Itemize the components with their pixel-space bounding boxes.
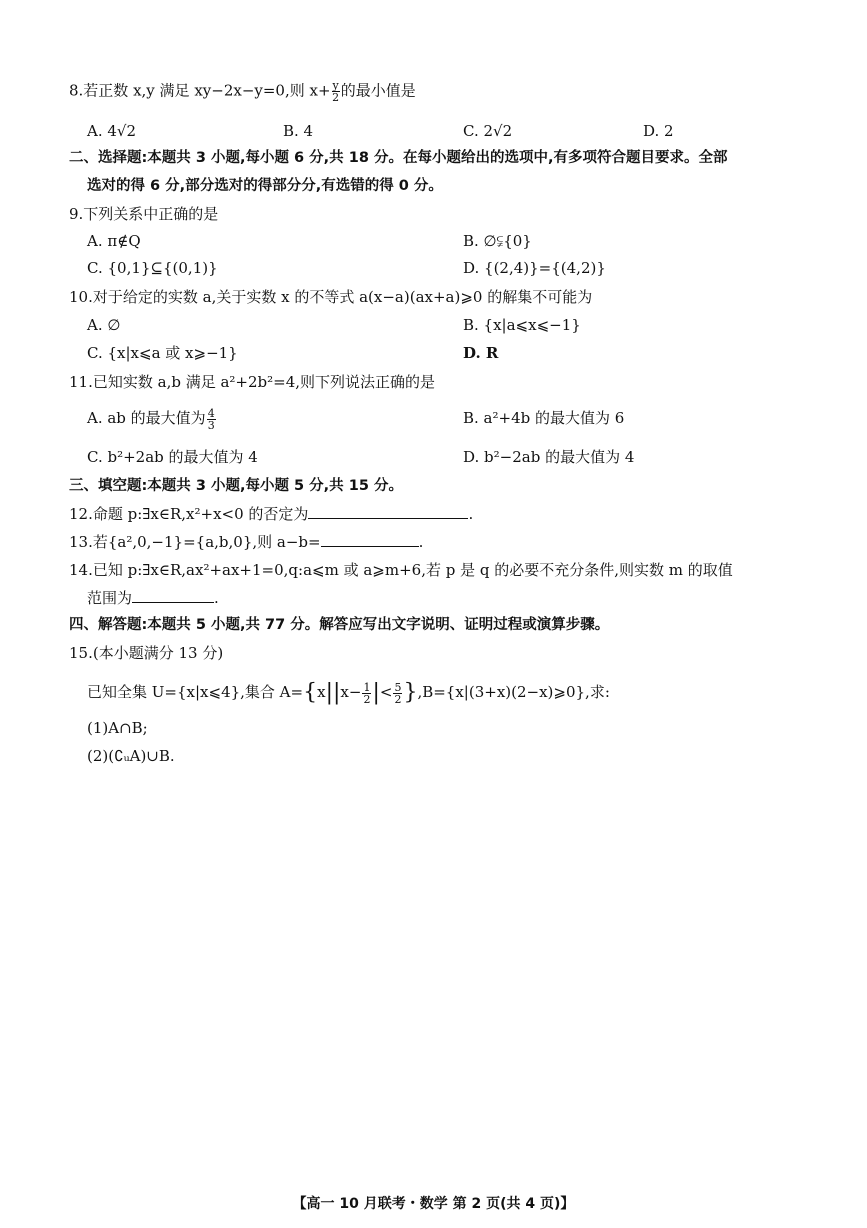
section3-heading: 三、填空题:本题共 3 小题,每小题 5 分,共 15 分。 <box>69 478 403 494</box>
q8-stem-b: 的最小值是 <box>340 81 416 100</box>
q8-option-c: C. 2√2 <box>463 122 513 140</box>
q15-fraction-five-halves: $\frac{5}{2}$ <box>394 680 402 706</box>
q14-line2: 范围为 . <box>87 589 219 607</box>
q8-option-d: D. 2 <box>643 122 674 140</box>
q13-text: 13.若{a²,0,−1}={a,b,0},则 a−b= <box>69 533 321 551</box>
q15-part2: (2)(∁ᵤA)∪B. <box>87 747 175 765</box>
q11-stem: 11.已知实数 a,b 满足 a²+2b²=4,则下列说法正确的是 <box>69 373 436 391</box>
q8-option-b: B. 4 <box>283 122 314 140</box>
q9-option-a: A. π∉Q <box>87 232 141 250</box>
q13-line: 13.若{a²,0,−1}={a,b,0},则 a−b= . <box>69 533 424 551</box>
q13-answer-blank[interactable] <box>321 532 419 547</box>
q14-answer-blank[interactable] <box>132 588 214 603</box>
section2-heading-line1: 二、选择题:本题共 3 小题,每小题 6 分,共 18 分。在每小题给出的选项中,有多项符合题目要求。全部 <box>69 150 728 166</box>
q11-option-c: C. b²+2ab 的最大值为 4 <box>87 448 258 466</box>
section4-heading: 四、解答题:本题共 5 小题,共 77 分。解答应写出文字说明、证明过程或演算步骤。 <box>69 617 610 633</box>
q8-stem <box>69 80 416 103</box>
page-footer: 【高一 10 月联考・数学 第 2 页(共 4 页)】 <box>292 1196 575 1212</box>
q11-option-b: B. a²+4b 的最大值为 6 <box>463 409 625 427</box>
q10-stem: 10.对于给定的实数 a,关于实数 x 的不等式 a(x−a)(ax+a)⩾0 的解集不可能为 <box>69 288 593 306</box>
q12-text: 12.命题 p:∃x∈R,x²+x<0 的否定为 <box>69 505 309 523</box>
q10-option-d: D. R <box>463 344 499 362</box>
q11-option-a: A. ab 的最大值为 $\frac{4}{3}$ <box>87 406 215 432</box>
q9-option-b: B. ∅⫋{0} <box>463 232 532 250</box>
q8-fraction: $\frac{y}{2}$ <box>332 79 340 104</box>
q10-option-a: A. ∅ <box>87 316 121 334</box>
q15-header: 15.(本小题满分 13 分) <box>69 644 224 662</box>
q11-option-a-fraction: $\frac{4}{3}$ <box>207 406 215 432</box>
q12-answer-blank[interactable] <box>308 504 468 519</box>
q9-option-c: C. {0,1}⊆{(0,1)} <box>87 259 218 277</box>
q9-option-d: D. {(2,4)}={(4,2)} <box>463 259 606 277</box>
q10-option-c: C. {x|x⩽a 或 x⩾−1} <box>87 344 238 362</box>
q11-option-d: D. b²−2ab 的最大值为 4 <box>463 448 635 466</box>
q14-line1: 14.已知 p:∃x∈R,ax²+ax+1=0,q:a⩽m 或 a⩾m+6,若 p 是 q 的必要不充分条件,则实数 m 的取值 <box>69 561 733 579</box>
q15-fraction-half: $\frac{1}{2}$ <box>363 680 371 706</box>
q9-stem: 9.下列关系中正确的是 <box>69 205 219 223</box>
q10-option-b: B. {x|a⩽x⩽−1} <box>463 316 581 334</box>
q8-option-a: A. 4√2 <box>87 122 137 140</box>
section2-heading-line2: 选对的得 6 分,部分选对的得部分分,有选错的得 0 分。 <box>87 178 443 194</box>
q8-stem-a: 8.若正数 x,y 满足 xy−2x−y=0,则 x+ <box>69 81 331 100</box>
q12-line: 12.命题 p:∃x∈R,x²+x<0 的否定为 . <box>69 505 474 523</box>
q15-part1: (1)A∩B; <box>87 719 148 737</box>
q15-given: 已知全集 U={x|x⩽4},集合 A={x||x− $\frac{1}{2}$ |< $\frac{5}{2}$ },B={x|(3+x)(2−x)⩾0},求: <box>87 680 610 706</box>
